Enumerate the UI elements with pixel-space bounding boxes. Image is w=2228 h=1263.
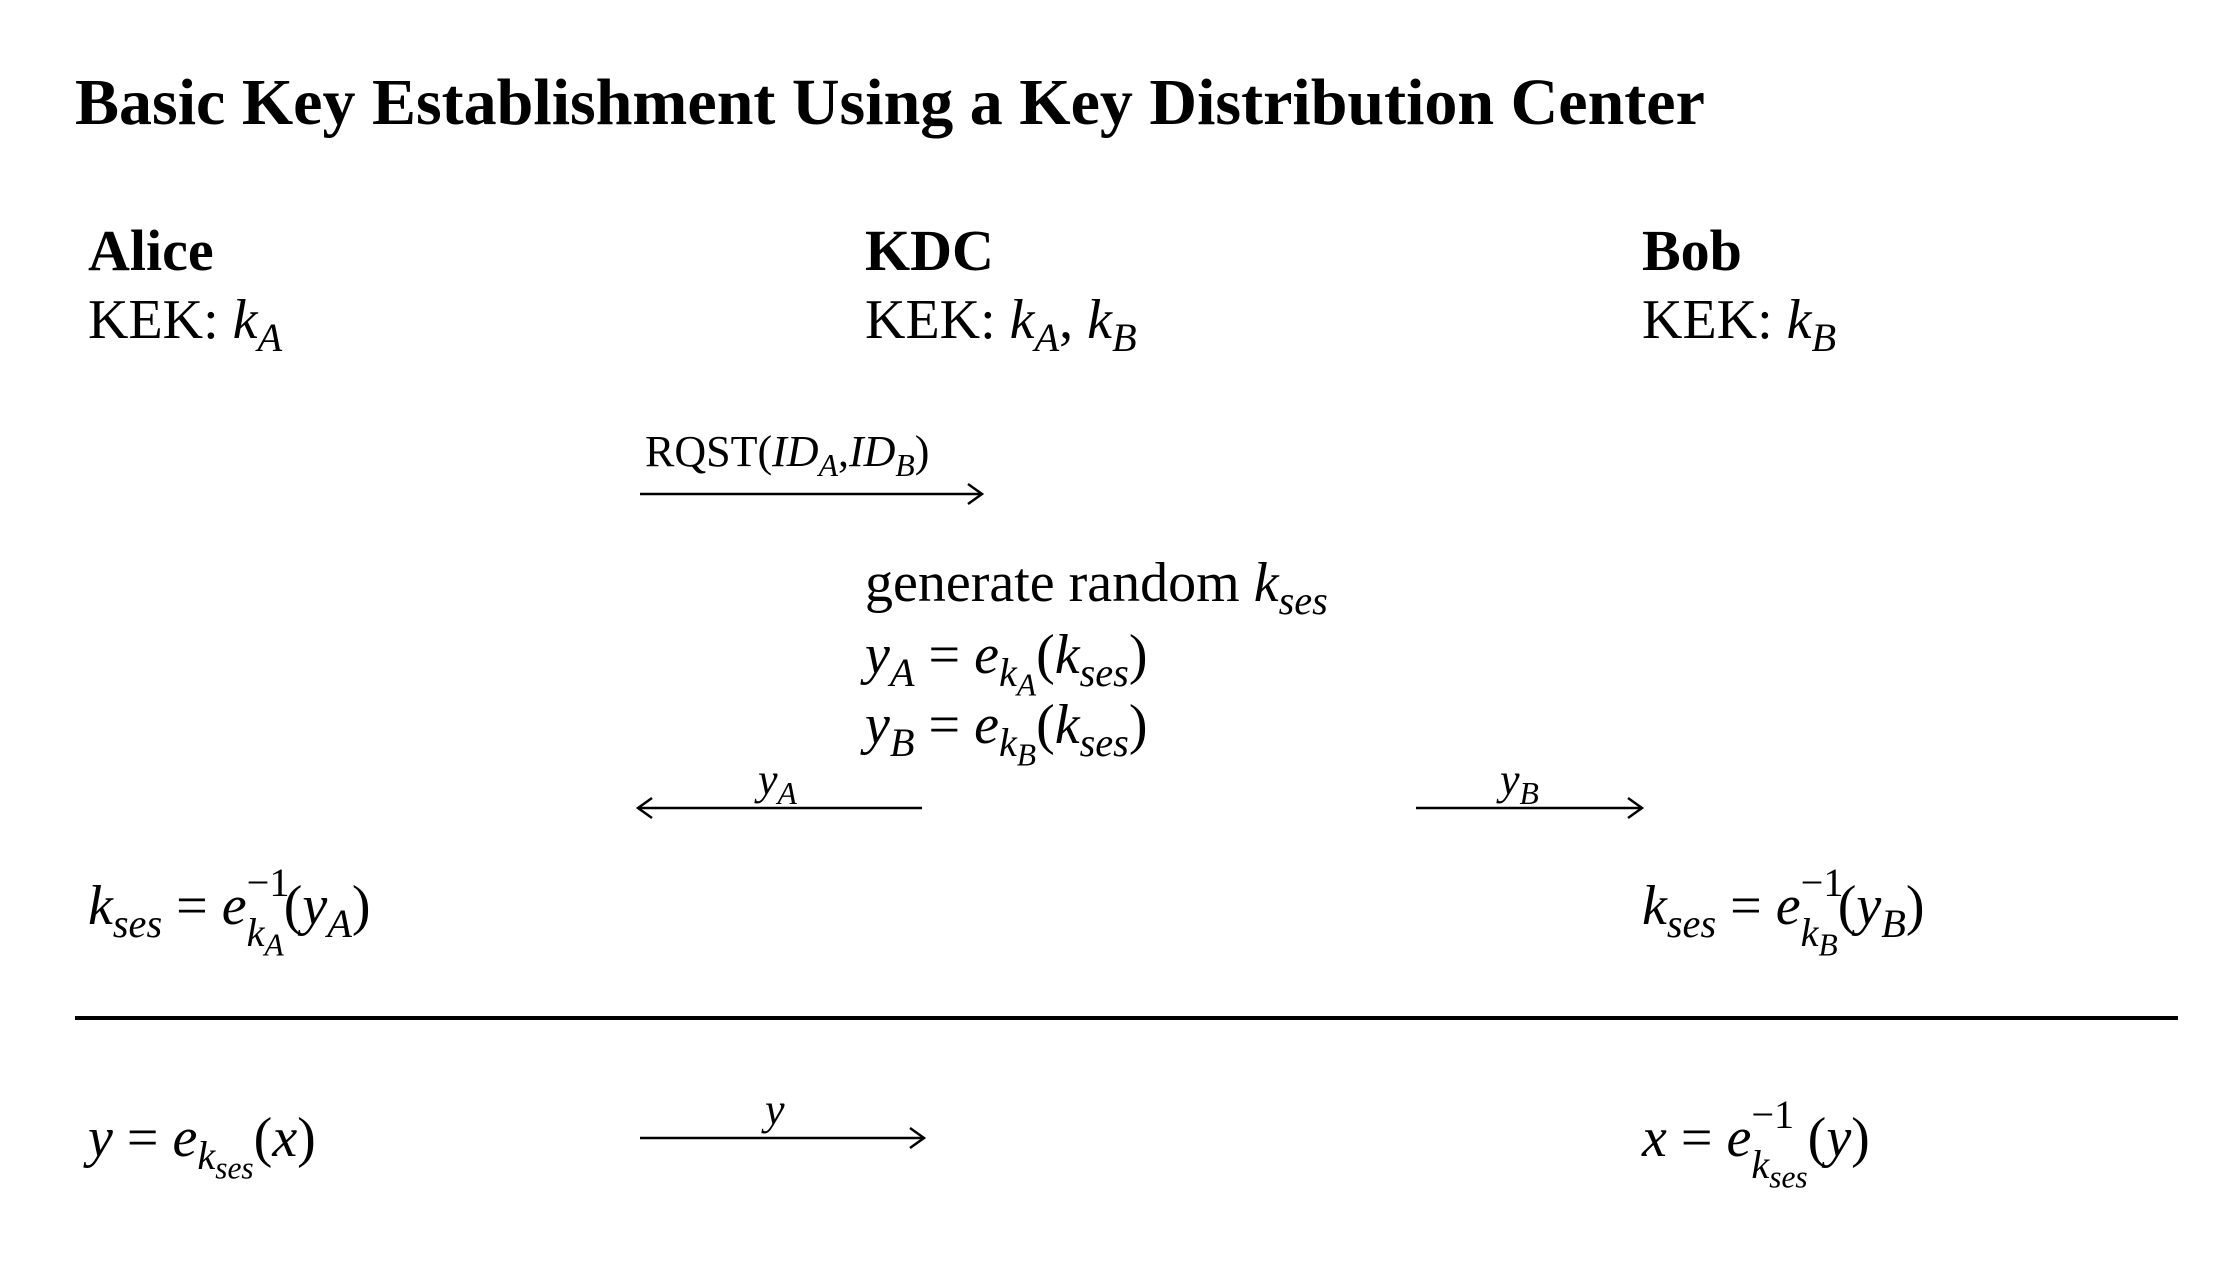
data-label-text: y <box>765 1085 785 1134</box>
kdc-generate-text: generate random <box>865 552 1240 614</box>
data-arrow <box>640 1128 924 1148</box>
bob-decrypt-data: x = e −1 $k_{ses}(y)$ <box>1642 1091 1870 1195</box>
kdc-encrypt-b: $y_B = e_{k_B}(k_{ses})$ <box>865 694 1148 773</box>
request-label-text: RQST <box>645 427 758 476</box>
bob-kek-prefix: KEK: <box>1642 289 1773 351</box>
kdc-kek: KEK: $k_A$, $k_B$ <box>865 289 1137 360</box>
kdc-name: KDC <box>865 218 994 283</box>
request-arrow <box>640 484 982 504</box>
request-message-label: $RQST(ID_A,ID_B)$ <box>645 427 930 484</box>
alice-name: Alice <box>88 218 214 283</box>
kdc-encrypt-a: $y_A = e_{k_A}(k_{ses})$ <box>865 624 1148 703</box>
bob-decrypt: $k_{ses} = e$ −1 $k_B(y_B)$ <box>1642 859 1925 963</box>
to-alice-arrow <box>638 798 922 818</box>
alice-kek-prefix: KEK: <box>88 289 219 351</box>
to-bob-message-label: $y_B$ <box>1500 755 1539 812</box>
to-bob-arrow <box>1416 798 1642 818</box>
kdc-kek-prefix: KEK: <box>865 289 996 351</box>
bob-kek: KEK: $k_B$ <box>1642 289 1837 360</box>
bob-name: Bob <box>1642 218 1742 283</box>
alice-encrypt-data: $y = e_{k_{ses}}(x)$ <box>88 1107 316 1186</box>
to-alice-message-label: $y_A$ <box>758 755 797 812</box>
alice-kek: KEK: $k_A$ <box>88 289 283 360</box>
kdc-generate-step: generate random $k_{ses}$ <box>865 552 1328 623</box>
alice-decrypt: $k_{ses} = e$ −1 $k_A(y_A)$ <box>88 859 371 963</box>
diagram-title: Basic Key Establishment Using a Key Distribution Center <box>75 66 1705 139</box>
